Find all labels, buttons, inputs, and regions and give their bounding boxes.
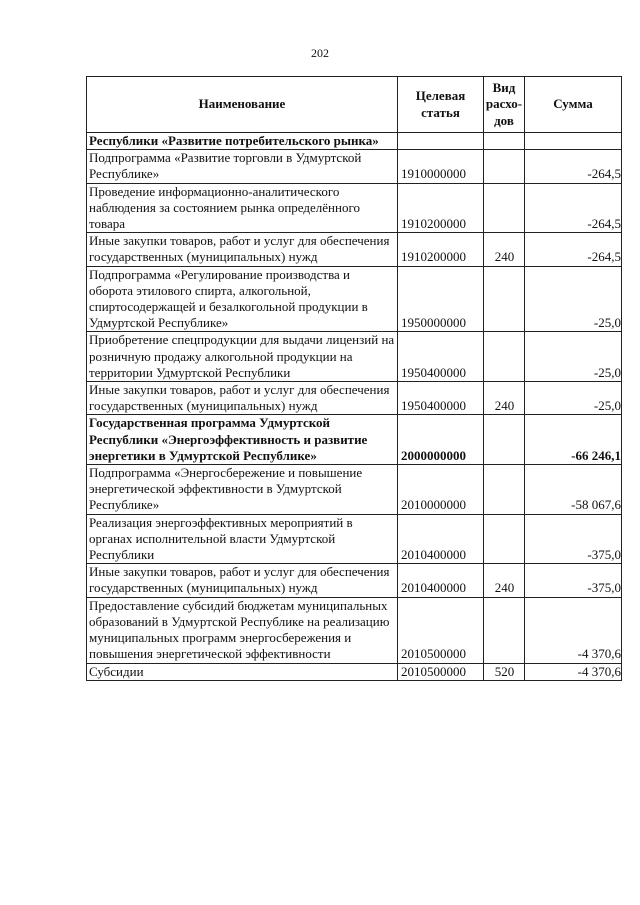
table-row (87, 415, 622, 465)
cell-kind (484, 415, 525, 465)
cell-name: Предоставление субсидий бюджетам муниципальных образований в Удмуртской Республике на реализацию муниципальных программ энергосбережения и повышения энергетической эффективности (87, 597, 398, 663)
cell-name: Республики «Развитие потребительского рынка» (87, 133, 398, 150)
cell-kind (484, 514, 525, 564)
cell-kind: 240 (484, 382, 525, 415)
column-header-sum: Сумма (525, 77, 622, 133)
table-row (87, 564, 622, 597)
table-row (87, 597, 622, 663)
cell-sum: -4 370,6 (525, 663, 622, 680)
table-row (87, 465, 622, 515)
cell-kind (484, 150, 525, 183)
cell-name: Субсидии (87, 663, 398, 680)
table-row (87, 332, 622, 382)
cell-kind (484, 332, 525, 382)
cell-code: 2010400000 (398, 514, 484, 564)
cell-name: Приобретение спецпродукции для выдачи лицензий на розничную продажу алкогольной продукции на территории Удмуртской Республики (87, 332, 398, 382)
cell-sum: -25,0 (525, 332, 622, 382)
cell-name: Подпрограмма «Энергосбережение и повышение энергетической эффективности в Удмуртской Республике» (87, 465, 398, 515)
cell-name: Реализация энергоэффективных мероприятий в органах исполнительной власти Удмуртской Республики (87, 514, 398, 564)
cell-name: Иные закупки товаров, работ и услуг для обеспечения государственных (муниципальных) нужд (87, 382, 398, 415)
cell-sum: -264,5 (525, 150, 622, 183)
cell-code: 2010500000 (398, 663, 484, 680)
cell-name: Подпрограмма «Регулирование производства и оборота этилового спирта, алкогольной, спиртосодержащей и безалкогольной продукции в Удмуртской Республике» (87, 266, 398, 332)
cell-sum (525, 133, 622, 150)
cell-code: 1950400000 (398, 332, 484, 382)
table-body (87, 133, 622, 681)
cell-sum: -264,5 (525, 183, 622, 233)
table-row (87, 663, 622, 680)
table-row (87, 266, 622, 332)
cell-sum: -264,5 (525, 233, 622, 266)
budget-table (86, 76, 622, 681)
table-row (87, 133, 622, 150)
cell-code (398, 133, 484, 150)
cell-name: Иные закупки товаров, работ и услуг для обеспечения государственных (муниципальных) нужд (87, 233, 398, 266)
cell-sum: -25,0 (525, 382, 622, 415)
table-row (87, 150, 622, 183)
cell-code: 1910000000 (398, 150, 484, 183)
cell-code: 1950000000 (398, 266, 484, 332)
table-row (87, 183, 622, 233)
cell-kind: 520 (484, 663, 525, 680)
cell-sum: -58 067,6 (525, 465, 622, 515)
cell-name: Подпрограмма «Развитие торговли в Удмуртской Республике» (87, 150, 398, 183)
cell-kind: 240 (484, 564, 525, 597)
cell-code: 1910200000 (398, 183, 484, 233)
cell-sum: -375,0 (525, 564, 622, 597)
table-header-row (87, 77, 622, 133)
table-row (87, 233, 622, 266)
cell-code: 2010400000 (398, 564, 484, 597)
cell-name: Иные закупки товаров, работ и услуг для обеспечения государственных (муниципальных) нужд (87, 564, 398, 597)
cell-sum: -25,0 (525, 266, 622, 332)
page-number: 202 (311, 46, 329, 60)
column-header-code: Целевая статья (398, 77, 484, 133)
cell-name: Государственная программа Удмуртской Республики «Энергоэффективность и развитие энергетики в Удмуртской Республике» (87, 415, 398, 465)
column-header-kind: Вид расхо- дов (484, 77, 525, 133)
cell-kind (484, 597, 525, 663)
cell-kind (484, 266, 525, 332)
cell-sum: -375,0 (525, 514, 622, 564)
cell-code: 2000000000 (398, 415, 484, 465)
column-header-name: Наименование (87, 77, 398, 133)
cell-code: 1910200000 (398, 233, 484, 266)
cell-code: 2010500000 (398, 597, 484, 663)
cell-sum: -66 246,1 (525, 415, 622, 465)
cell-kind (484, 183, 525, 233)
cell-kind: 240 (484, 233, 525, 266)
table-row (87, 514, 622, 564)
cell-kind (484, 133, 525, 150)
table-row (87, 382, 622, 415)
cell-sum: -4 370,6 (525, 597, 622, 663)
cell-kind (484, 465, 525, 515)
cell-code: 1950400000 (398, 382, 484, 415)
cell-name: Проведение информационно-аналитического наблюдения за состоянием рынка определённого товара (87, 183, 398, 233)
cell-code: 2010000000 (398, 465, 484, 515)
